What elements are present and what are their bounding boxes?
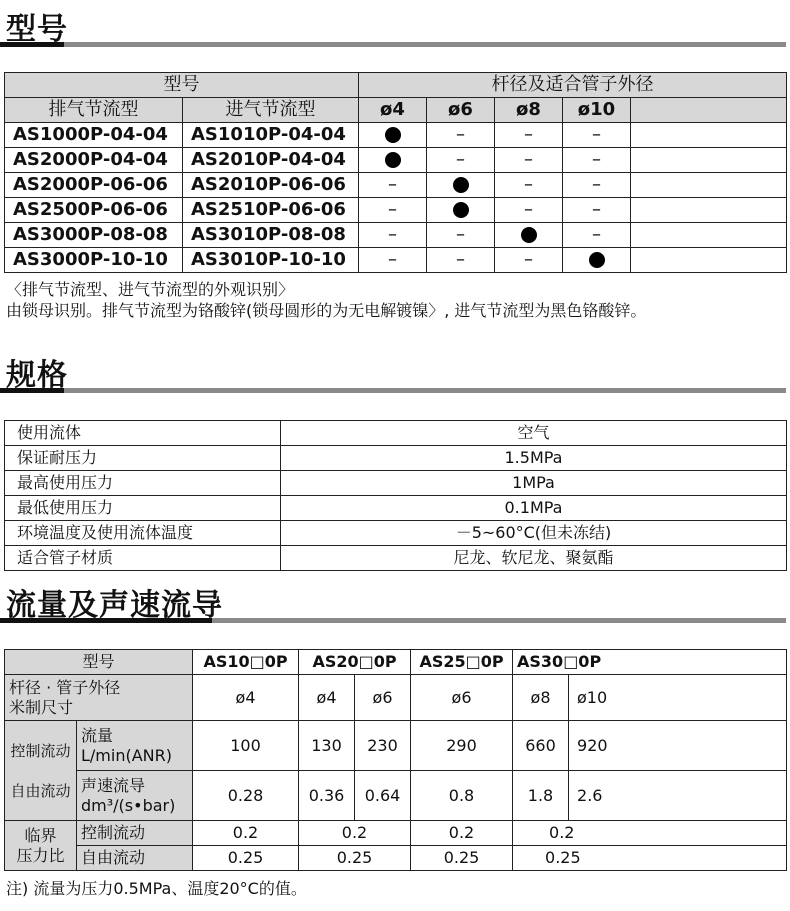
availability-dot xyxy=(563,248,631,273)
availability-dash: – xyxy=(427,223,495,248)
section-title-spec: 规格 xyxy=(6,358,68,393)
model-row xyxy=(5,248,787,273)
flow-table xyxy=(4,649,787,871)
availability-dot xyxy=(427,198,495,223)
intake-model: AS2010P-06-06 xyxy=(183,173,359,198)
availability-dot xyxy=(427,173,495,198)
exhaust-model: AS3000P-10-10 xyxy=(5,248,183,273)
header-intake: 进气节流型 xyxy=(183,98,359,123)
exhaust-model: AS3000P-08-08 xyxy=(5,223,183,248)
section-title-flow: 流量及声速流导 xyxy=(6,588,223,623)
availability-dash: – xyxy=(563,223,631,248)
intake-model: AS3010P-08-08 xyxy=(183,223,359,248)
availability-dash: – xyxy=(359,198,427,223)
availability-dash: – xyxy=(359,173,427,198)
flow-value: 100 xyxy=(193,721,299,771)
bore-value: ø10 xyxy=(569,675,787,721)
availability-dash: – xyxy=(427,248,495,273)
critical-free-value: 0.25 xyxy=(411,846,513,871)
spec-value: 尼龙、软尼龙、聚氨酯 xyxy=(281,546,787,571)
header-size: ø10 xyxy=(563,98,631,123)
model-row xyxy=(5,173,787,198)
flow-value: 920 xyxy=(569,721,787,771)
spec-label: 最低使用压力 xyxy=(5,496,281,521)
critical-free-value: 0.25 xyxy=(193,846,299,871)
bore-value: ø4 xyxy=(299,675,355,721)
spec-label: 保证耐压力 xyxy=(5,446,281,471)
title-rule xyxy=(64,388,786,393)
exhaust-model: AS2000P-06-06 xyxy=(5,173,183,198)
intake-model: AS3010P-10-10 xyxy=(183,248,359,273)
spec-row xyxy=(5,496,787,521)
exhaust-model: AS2500P-06-06 xyxy=(5,198,183,223)
availability-dash: – xyxy=(563,173,631,198)
bore-label: 杆径 · 管子外径 米制尺寸 xyxy=(5,675,193,721)
flow-value: 230 xyxy=(355,721,411,771)
header-model: 型号 xyxy=(5,73,359,98)
critical-ctrl-label: 控制流动 xyxy=(77,821,193,846)
availability-dash: – xyxy=(495,173,563,198)
header-exhaust: 排气节流型 xyxy=(5,98,183,123)
flow-value: 130 xyxy=(299,721,355,771)
flow-value: 660 xyxy=(513,721,569,771)
availability-dot xyxy=(495,223,563,248)
availability-dash: – xyxy=(495,123,563,148)
availability-dash: – xyxy=(359,248,427,273)
spec-row xyxy=(5,471,787,496)
availability-dash: – xyxy=(427,148,495,173)
flow-label: 流量 L/min(ANR) xyxy=(77,721,193,771)
header-size: ø6 xyxy=(427,98,495,123)
critical-free-value: 0.25 xyxy=(299,846,411,871)
spec-value: 1MPa xyxy=(281,471,787,496)
critical-ctrl-value: 0.2 xyxy=(299,821,411,846)
critical-label: 临界 压力比 xyxy=(5,821,77,871)
availability-dash: – xyxy=(359,223,427,248)
model-row xyxy=(5,148,787,173)
section-title-model: 型号 xyxy=(6,12,68,47)
availability-dash: – xyxy=(427,123,495,148)
conductance-value: 0.28 xyxy=(193,771,299,821)
flow-note: 注) 流量为压力0.5MPa、温度20°C的值。 xyxy=(6,879,307,898)
spec-table xyxy=(4,420,787,571)
availability-dash: – xyxy=(495,248,563,273)
critical-ctrl-value: 0.2 xyxy=(411,821,513,846)
critical-ctrl-value: 0.2 xyxy=(513,821,787,846)
header-size: ø4 xyxy=(359,98,427,123)
exhaust-model: AS2000P-04-04 xyxy=(5,148,183,173)
availability-dash: – xyxy=(563,198,631,223)
spec-value: 1.5MPa xyxy=(281,446,787,471)
conductance-value: 0.8 xyxy=(411,771,513,821)
bore-value: ø6 xyxy=(355,675,411,721)
availability-dash: – xyxy=(495,198,563,223)
model-header: AS10□0P xyxy=(193,650,299,675)
group-label: 控制流动 自由流动 xyxy=(5,721,77,821)
bore-value: ø8 xyxy=(513,675,569,721)
exhaust-model: AS1000P-04-04 xyxy=(5,123,183,148)
spec-row xyxy=(5,546,787,571)
model-header: AS25□0P xyxy=(411,650,513,675)
spec-label: 环境温度及使用流体温度 xyxy=(5,521,281,546)
model-table xyxy=(4,72,787,273)
conductance-label: 声速流导 dm³/(s•bar) xyxy=(77,771,193,821)
critical-free-value: 0.25 xyxy=(513,846,787,871)
spec-row xyxy=(5,521,787,546)
model-header: AS20□0P xyxy=(299,650,411,675)
conductance-value: 2.6 xyxy=(569,771,787,821)
appearance-note-body: 由锁母识别。排气节流型为铬酸锌(锁母圆形的为无电解镀镍〉, 进气节流型为黑色铬酸锌。 xyxy=(6,301,647,320)
spec-label: 适合管子材质 xyxy=(5,546,281,571)
spec-value: －5~60°C(但未冻结) xyxy=(281,521,787,546)
spec-row xyxy=(5,421,787,446)
model-row xyxy=(5,223,787,248)
header-bore: 杆径及适合管子外径 xyxy=(359,73,787,98)
title-rule xyxy=(212,618,786,623)
availability-dot xyxy=(359,148,427,173)
title-rule xyxy=(64,42,786,47)
conductance-value: 0.64 xyxy=(355,771,411,821)
model-row xyxy=(5,123,787,148)
model-header: AS30□0P xyxy=(513,650,787,675)
spec-row xyxy=(5,446,787,471)
model-row xyxy=(5,198,787,223)
conductance-value: 1.8 xyxy=(513,771,569,821)
intake-model: AS2010P-04-04 xyxy=(183,148,359,173)
conductance-value: 0.36 xyxy=(299,771,355,821)
critical-ctrl-value: 0.2 xyxy=(193,821,299,846)
header-size: ø8 xyxy=(495,98,563,123)
intake-model: AS2510P-06-06 xyxy=(183,198,359,223)
availability-dot xyxy=(359,123,427,148)
availability-dash: – xyxy=(563,148,631,173)
spec-value: 0.1MPa xyxy=(281,496,787,521)
flow-value: 290 xyxy=(411,721,513,771)
model-label: 型号 xyxy=(5,650,193,675)
bore-value: ø6 xyxy=(411,675,513,721)
spec-label: 最高使用压力 xyxy=(5,471,281,496)
critical-free-label: 自由流动 xyxy=(77,846,193,871)
spec-value: 空气 xyxy=(281,421,787,446)
bore-value: ø4 xyxy=(193,675,299,721)
appearance-note-title: 〈排气节流型、进气节流型的外观识别〉 xyxy=(6,280,295,299)
intake-model: AS1010P-04-04 xyxy=(183,123,359,148)
availability-dash: – xyxy=(563,123,631,148)
availability-dash: – xyxy=(495,148,563,173)
spec-label: 使用流体 xyxy=(5,421,281,446)
